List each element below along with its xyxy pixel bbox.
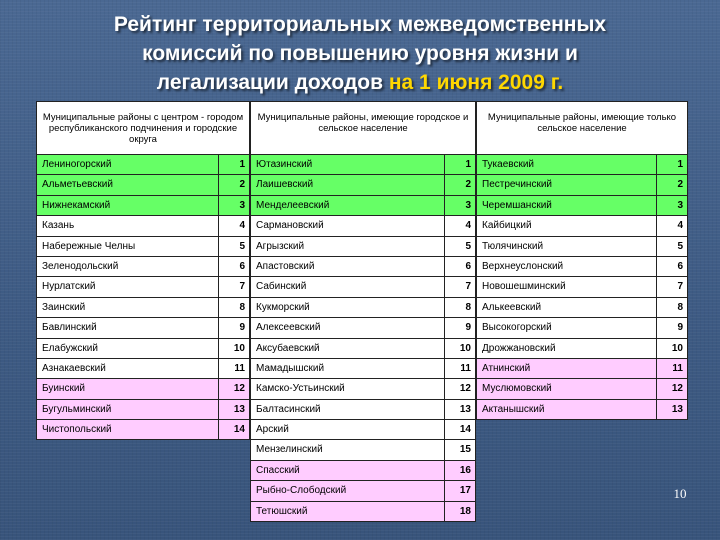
column-rows: [476, 154, 688, 420]
table-row: [250, 502, 476, 522]
district-name: Мензелинский: [251, 440, 445, 459]
district-name: Буинский: [37, 379, 219, 398]
table-row: [250, 155, 476, 175]
table-row: [36, 400, 250, 420]
district-rank: 9: [239, 322, 245, 334]
table-row: [250, 339, 476, 359]
table-row: [476, 257, 688, 277]
district-rank: 13: [671, 403, 683, 415]
district-name: Лаишевский: [251, 175, 445, 194]
district-name: Менделеевский: [251, 196, 445, 215]
district-rank: 7: [239, 281, 245, 293]
table-row: [476, 196, 688, 216]
table-row: [476, 298, 688, 318]
table-row: [36, 237, 250, 257]
district-name: Муслюмовский: [477, 379, 657, 398]
district-rank: 14: [459, 424, 471, 436]
district-rank: 3: [465, 199, 471, 211]
district-rank: 8: [677, 301, 683, 313]
column-rows: [36, 154, 250, 440]
district-name: Лениногорский: [37, 155, 219, 174]
district-rank: 18: [459, 505, 471, 517]
district-rank: 6: [677, 260, 683, 272]
district-name: Алексеевский: [251, 318, 445, 337]
page-number: 10: [673, 486, 687, 501]
district-name: Аксубаевский: [251, 339, 445, 358]
table-row: [36, 277, 250, 297]
district-rank: 12: [459, 383, 471, 395]
district-name: Агрызский: [251, 237, 445, 256]
district-name: Бавлинский: [37, 318, 219, 337]
table-row: [476, 237, 688, 257]
rating-column-urban-rural-districts: [250, 101, 476, 522]
district-rank: 8: [465, 301, 471, 313]
district-rank: 6: [239, 260, 245, 272]
district-rank: 4: [239, 220, 245, 232]
table-row: [250, 318, 476, 338]
table-row: [250, 420, 476, 440]
district-rank: 10: [233, 342, 245, 354]
district-name: Рыбно-Слободский: [251, 481, 445, 500]
district-name: Чистопольский: [37, 420, 219, 439]
district-rank: 14: [233, 424, 245, 436]
column-header: Муниципальные районы, имеющие только сельское население: [476, 101, 688, 154]
district-rank: 15: [459, 444, 471, 456]
table-row: [250, 461, 476, 481]
district-rank: 7: [465, 281, 471, 293]
district-name: Тетюшский: [251, 502, 445, 521]
table-row: [476, 216, 688, 236]
district-name: Пестречинский: [477, 175, 657, 194]
district-name: Бугульминский: [37, 400, 219, 419]
rating-column-rural-districts: [476, 101, 688, 420]
district-name: Елабужский: [37, 339, 219, 358]
district-rank: 4: [677, 220, 683, 232]
table-row: [36, 298, 250, 318]
district-rank: 6: [465, 260, 471, 272]
table-row: [250, 277, 476, 297]
district-name: Балтасинский: [251, 400, 445, 419]
district-rank: 16: [459, 464, 471, 476]
table-row: [250, 257, 476, 277]
rating-column-city-districts: [36, 101, 250, 440]
table-row: [476, 155, 688, 175]
district-rank: 1: [677, 159, 683, 170]
district-name: Тюлячинский: [477, 237, 657, 256]
table-row: [250, 379, 476, 399]
district-rank: 17: [459, 485, 471, 497]
district-rank: 9: [677, 322, 683, 334]
table-row: [476, 318, 688, 338]
district-name: Черемшанский: [477, 196, 657, 215]
district-name: Заинский: [37, 298, 219, 317]
district-rank: 13: [459, 403, 471, 415]
district-name: Набережные Челны: [37, 237, 219, 256]
district-rank: 2: [465, 179, 471, 191]
title-line-1: Рейтинг территориальных межведомственных: [113, 13, 607, 36]
table-row: [250, 400, 476, 420]
district-rank: 5: [677, 240, 683, 252]
title-line-2: комиссий по повышению уровня жизни и: [142, 42, 578, 65]
district-name: Кукморский: [251, 298, 445, 317]
district-name: Нижнекамский: [37, 196, 219, 215]
district-rank: 2: [239, 179, 245, 191]
district-rank: 4: [465, 220, 471, 232]
district-name: Дрожжановский: [477, 339, 657, 358]
district-name: Сармановский: [251, 216, 445, 235]
district-name: Мамадышский: [251, 359, 445, 378]
table-row: [36, 339, 250, 359]
district-name: Сабинский: [251, 277, 445, 296]
table-row: [250, 298, 476, 318]
district-rank: 9: [465, 322, 471, 334]
table-row: [250, 216, 476, 236]
district-rank: 1: [465, 159, 471, 170]
district-name: Азнакаевский: [37, 359, 219, 378]
district-name: Ютазинский: [251, 155, 445, 174]
district-rank: 5: [239, 240, 245, 252]
title-line-3: [20, 68, 700, 97]
district-rank: 10: [459, 342, 471, 354]
district-name: Спасский: [251, 461, 445, 480]
title-date-highlight: на 1 июня 2009 г.: [388, 71, 564, 94]
district-name: Атнинский: [477, 359, 657, 378]
table-row: [36, 420, 250, 440]
table-row: [250, 196, 476, 216]
district-name: Кайбицкий: [477, 216, 657, 235]
table-row: [36, 257, 250, 277]
column-header: Муниципальные районы, имеющие городское и сельское население: [250, 101, 476, 154]
table-row: [36, 379, 250, 399]
table-row: [36, 318, 250, 338]
table-row: [250, 440, 476, 460]
district-name: Камско-Устьинский: [251, 379, 445, 398]
column-rows: [250, 154, 476, 522]
district-name: Тукаевский: [477, 155, 657, 174]
district-rank: 5: [465, 240, 471, 252]
district-rank: 11: [234, 362, 245, 374]
district-name: Зеленодольский: [37, 257, 219, 276]
table-row: [250, 175, 476, 195]
district-rank: 10: [671, 342, 683, 354]
district-rank: 11: [460, 362, 471, 374]
table-row: [36, 359, 250, 379]
table-row: [250, 481, 476, 501]
district-rank: 11: [672, 362, 683, 374]
district-name: Нурлатский: [37, 277, 219, 296]
district-name: Верхнеуслонский: [477, 257, 657, 276]
district-name: Актанышский: [477, 400, 657, 419]
district-name: Альметьевский: [37, 175, 219, 194]
table-row: [36, 216, 250, 236]
district-name: Казань: [37, 216, 219, 235]
district-name: Алькеевский: [477, 298, 657, 317]
slide-title: [20, 10, 700, 97]
column-header: Муниципальные районы с центром - городом республиканского подчинения и городские округа: [36, 101, 250, 154]
table-row: [476, 175, 688, 195]
district-rank: 12: [671, 383, 683, 395]
table-row: [250, 237, 476, 257]
district-rank: 13: [233, 403, 245, 415]
district-rank: 8: [239, 301, 245, 313]
district-rank: 3: [239, 199, 245, 211]
table-row: [36, 155, 250, 175]
district-rank: 12: [233, 383, 245, 395]
title-line-3-main: легализации доходов: [156, 71, 389, 94]
table-row: [476, 400, 688, 420]
district-rank: 7: [677, 281, 683, 293]
table-row: [476, 339, 688, 359]
table-row: [476, 277, 688, 297]
district-name: Высокогорский: [477, 318, 657, 337]
table-row: [250, 359, 476, 379]
table-row: [476, 379, 688, 399]
district-name: Новошешминский: [477, 277, 657, 296]
table-row: [36, 196, 250, 216]
district-rank: 1: [239, 159, 245, 170]
table-row: [36, 175, 250, 195]
district-rank: 3: [677, 199, 683, 211]
district-rank: 2: [677, 179, 683, 191]
district-name: Апастовский: [251, 257, 445, 276]
district-name: Арский: [251, 420, 445, 439]
table-row: [476, 359, 688, 379]
